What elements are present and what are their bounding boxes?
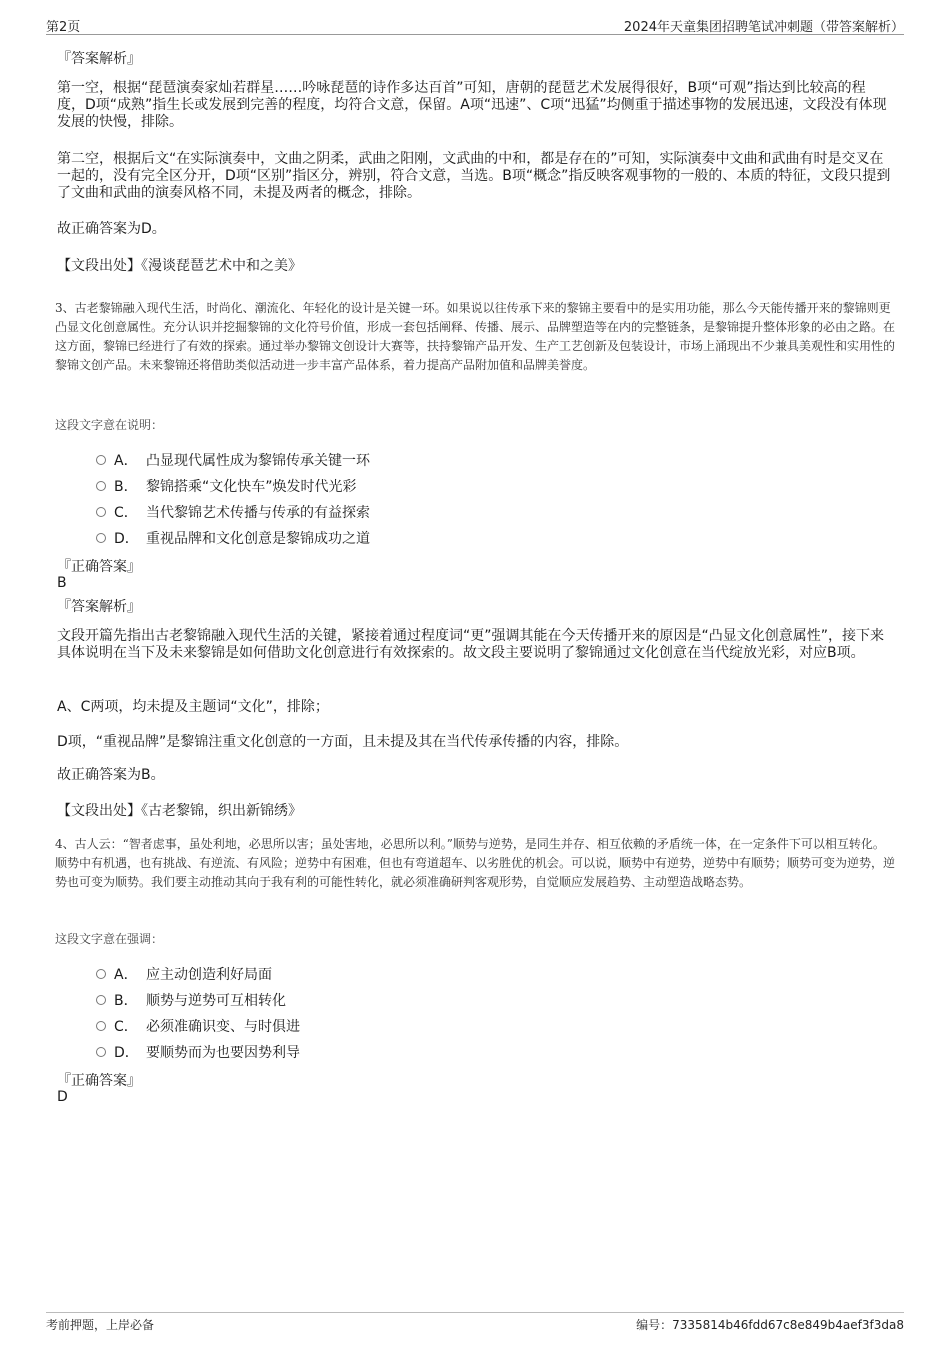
page-header	[46, 14, 904, 35]
option-text: 必须准确识变、与时俱进	[146, 1019, 300, 1035]
option-letter: B．	[114, 993, 138, 1009]
option-text: 重视品牌和文化创意是黎锦成功之道	[146, 531, 370, 547]
option-text: 当代黎锦艺术传播与传承的有益探索	[146, 505, 370, 521]
q4-answer-label: 『正确答案』	[57, 1073, 141, 1089]
q3-source: 【文段出处】《古老黎锦，织出新锦绣》	[57, 803, 302, 819]
radio-icon[interactable]	[96, 481, 106, 491]
q2-conclusion: 故正确答案为D。	[57, 221, 166, 237]
q3-answer-label: 『正确答案』	[57, 559, 141, 575]
q3-analysis-label: 『答案解析』	[57, 599, 141, 615]
radio-icon[interactable]	[96, 455, 106, 465]
document-title: 2024年天童集团招聘笔试冲刺题（带答案解析）	[623, 20, 904, 35]
radio-icon[interactable]	[96, 995, 106, 1005]
q3-analysis-paragraph-3: D项，“重视品牌”是黎锦注重文化创意的一方面，且未提及其在当代传承传播的内容，排除。	[57, 734, 629, 750]
q2-analysis-paragraph-1: 第一空，根据“琵琶演奏家灿若群星……吟咏琵琶的诗作多达百首”可知，唐朝的琵琶艺术发展得很好，B项“可观”指达到比较高的程度，D项“成熟”指生长或发展到完善的程度，均符合文意，保留。A项“迅速”、C项“迅猛”均侧重于描述事物的发展迅速，文段没有体现发展的快慢，排除。	[57, 80, 887, 130]
q3-analysis-paragraph-1: 文段开篇先指出古老黎锦融入现代生活的关键，紧接着通过程度词“更”强调其能在今天传播开来的原因是“凸显文化创意属性”，接下来具体说明在当下及未来黎锦是如何借助文化创意进行有效探索的。故文段主要说明了黎锦通过文化创意在当代绽放光彩，对应B项。	[57, 628, 885, 661]
option-letter: D．	[114, 531, 139, 547]
q4-question-text: 4、古人云：“智者虑事，虽处利地，必思所以害；虽处害地，必思所以利。”顺势与逆势，是同生并存、相互依赖的矛盾统一体，在一定条件下可以相互转化。顺势中有机遇，也有挑战、有逆流、有风险；逆势中有困难，但也有弯道超车、以劣胜优的机会。可以说，顺势中有逆势，逆势中有顺势；顺势可变为逆势，逆势也可变为顺势。我们要主动推动其向于我有利的可能性转化，就必须准确研判客观形势，自觉顺应发展趋势、主动塑造战略态势。	[55, 837, 896, 889]
page-number: 第2页	[46, 20, 81, 35]
option-text: 黎锦搭乘“文化快车”焕发时代光彩	[146, 479, 357, 495]
option-letter: A．	[114, 453, 138, 469]
option-text: 顺势与逆势可互相转化	[146, 993, 286, 1009]
q3-conclusion: 故正确答案为B。	[57, 767, 165, 783]
q2-source: 【文段出处】《漫谈琵琶艺术中和之美》	[57, 258, 302, 274]
option-letter: C．	[114, 505, 138, 521]
option-text: 要顺势而为也要因势利导	[146, 1045, 300, 1061]
footer-slogan: 考前押题，上岸必备	[46, 1318, 155, 1332]
radio-icon[interactable]	[96, 1047, 106, 1057]
option-letter: B．	[114, 479, 138, 495]
q2-analysis-label: 『答案解析』	[57, 51, 141, 67]
option-text: 应主动创造利好局面	[146, 967, 272, 983]
option-letter: D．	[114, 1045, 139, 1061]
option-text: 凸显现代属性成为黎锦传承关键一环	[146, 453, 370, 469]
q4-answer: D	[57, 1089, 68, 1105]
q4-prompt: 这段文字意在强调：	[55, 932, 164, 946]
option-letter: C．	[114, 1019, 138, 1035]
radio-icon[interactable]	[96, 507, 106, 517]
radio-icon[interactable]	[96, 969, 106, 979]
document-code: 编号：7335814b46fdd67c8e849b4aef3f3da8	[636, 1318, 904, 1332]
q3-answer: B	[57, 575, 67, 591]
radio-icon[interactable]	[96, 1021, 106, 1031]
page-footer	[46, 1312, 904, 1337]
radio-icon[interactable]	[96, 533, 106, 543]
q3-question-text: 3、古老黎锦融入现代生活，时尚化、潮流化、年轻化的设计是关键一环。如果说以往传承下来的黎锦主要看中的是实用功能，那么今天能传播开来的黎锦则更凸显文化创意属性。充分认识并挖掘黎锦的文化符号价值，形成一套包括阐释、传播、展示、品牌塑造等在内的完整链条，是黎锦提升整体形象的必由之路。在这方面，黎锦已经进行了有效的探索。通过举办黎锦文创设计大赛等，扶持黎锦产品开发、生产工艺创新及包装设计，市场上涌现出不少兼具美观性和实用性的黎锦文创产品。未来黎锦还将借助类似活动进一步丰富产品体系，着力提高产品附加值和品牌美誉度。	[55, 301, 896, 372]
q2-analysis-paragraph-2: 第二空，根据后文“在实际演奏中，文曲之阴柔，武曲之阳刚，文武曲的中和，都是存在的”可知，实际演奏中文曲和武曲有时是交叉在一起的，没有完全区分开，D项“区别”指区分，辨别，符合文意，当选。B项“概念”指反映客观事物的一般的、本质的特征，文段只提到了文曲和武曲的演奏风格不同，未提及两者的概念，排除。	[57, 151, 891, 201]
q3-analysis-paragraph-2: A、C两项，均未提及主题词“文化”，排除；	[57, 699, 329, 715]
q3-prompt: 这段文字意在说明：	[55, 418, 164, 432]
option-letter: A．	[114, 967, 138, 983]
